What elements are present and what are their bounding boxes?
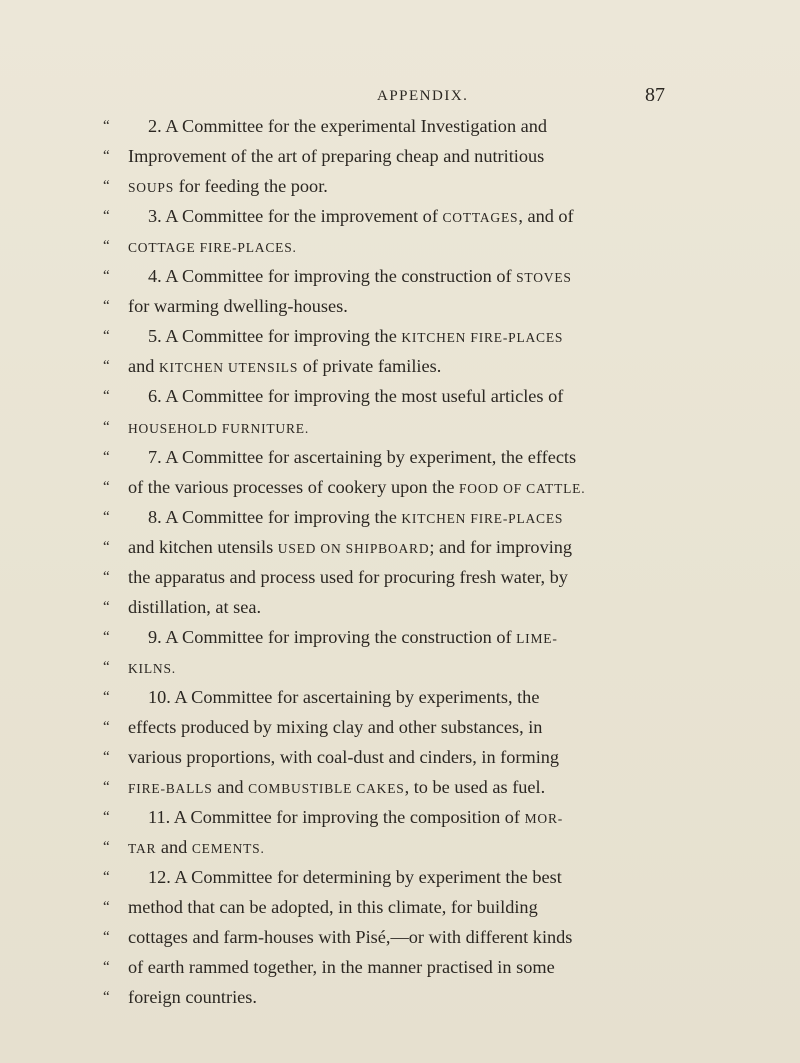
small-caps-term: CEMENTS. bbox=[191, 841, 265, 857]
text-run: cottages and farm-houses with Pisé,—or with different kinds bbox=[128, 927, 573, 948]
running-head-title: APPENDIX. bbox=[377, 88, 469, 104]
quote-mark: “ bbox=[103, 929, 110, 946]
line-text bbox=[128, 352, 441, 382]
quote-mark: “ bbox=[103, 839, 110, 856]
text-line bbox=[0, 232, 800, 261]
text-line bbox=[0, 382, 800, 411]
text-line bbox=[0, 142, 800, 171]
text-line bbox=[0, 923, 800, 952]
running-head bbox=[0, 86, 800, 110]
quote-mark: “ bbox=[103, 238, 110, 255]
small-caps-term: HOUSEHOLD FURNITURE. bbox=[128, 420, 309, 436]
text-run: 7. A Committee for ascertaining by experiment, the effects bbox=[148, 446, 577, 467]
text-run: , to be used as fuel. bbox=[404, 777, 546, 798]
small-caps-term: COTTAGES bbox=[442, 210, 519, 226]
small-caps-term: KILNS. bbox=[128, 660, 176, 676]
line-text bbox=[128, 593, 261, 622]
text-line bbox=[0, 833, 800, 862]
quote-mark: “ bbox=[103, 418, 110, 435]
quote-mark: “ bbox=[103, 208, 110, 225]
text-run: 6. A Committee for improving the most useful articles of bbox=[148, 386, 564, 407]
line-text bbox=[128, 653, 176, 683]
small-caps-term: COTTAGE FIRE-PLACES. bbox=[128, 240, 297, 256]
line-text bbox=[128, 923, 572, 952]
page-number: 87 bbox=[645, 84, 665, 106]
quote-mark: “ bbox=[103, 628, 110, 645]
quote-mark: “ bbox=[103, 178, 110, 195]
text-line bbox=[0, 713, 800, 742]
text-line bbox=[0, 623, 800, 652]
line-text bbox=[148, 863, 562, 892]
quote-mark: “ bbox=[103, 959, 110, 976]
quote-mark: “ bbox=[103, 899, 110, 916]
text-line bbox=[0, 352, 800, 381]
text-line bbox=[0, 803, 800, 832]
text-line bbox=[0, 593, 800, 622]
text-line bbox=[0, 292, 800, 321]
line-text bbox=[128, 713, 542, 742]
text-line bbox=[0, 503, 800, 532]
line-text bbox=[128, 232, 297, 262]
quote-mark: “ bbox=[103, 388, 110, 405]
text-line bbox=[0, 533, 800, 562]
text-line bbox=[0, 413, 800, 442]
text-line bbox=[0, 443, 800, 472]
line-text bbox=[128, 142, 544, 171]
small-caps-term: KITCHEN FIRE-PLACES bbox=[401, 330, 564, 346]
small-caps-term: KITCHEN UTENSILS bbox=[158, 360, 299, 376]
text-run: 12. A Committee for determining by experiment the best bbox=[148, 867, 562, 888]
text-line bbox=[0, 683, 800, 712]
quote-mark: “ bbox=[103, 148, 110, 165]
line-text bbox=[128, 833, 265, 863]
line-text bbox=[128, 953, 555, 982]
text-run: 8. A Committee for improving the bbox=[148, 506, 402, 527]
text-run: 5. A Committee for improving the bbox=[148, 326, 402, 347]
text-line bbox=[0, 202, 800, 231]
quote-mark: “ bbox=[103, 658, 110, 675]
line-text bbox=[148, 202, 574, 232]
line-text bbox=[148, 803, 563, 833]
text-line bbox=[0, 172, 800, 201]
small-caps-term: TAR bbox=[128, 841, 157, 857]
text-run: effects produced by mixing clay and other substances, in bbox=[128, 717, 543, 737]
line-text bbox=[128, 563, 568, 592]
quote-mark: “ bbox=[103, 598, 110, 615]
line-text bbox=[128, 292, 348, 321]
line-text bbox=[148, 112, 547, 141]
quote-mark: “ bbox=[103, 749, 110, 766]
text-run: and kitchen utensils bbox=[128, 536, 278, 557]
line-text bbox=[128, 172, 328, 202]
text-run: distillation, at sea. bbox=[128, 596, 262, 617]
text-line bbox=[0, 563, 800, 592]
text-line bbox=[0, 322, 800, 351]
quote-mark: “ bbox=[103, 538, 110, 555]
line-text bbox=[128, 983, 257, 1012]
quote-mark: “ bbox=[103, 298, 110, 315]
quote-mark: “ bbox=[103, 358, 110, 375]
text-line bbox=[0, 112, 800, 141]
quote-mark: “ bbox=[103, 809, 110, 826]
text-run: , and of bbox=[518, 206, 574, 227]
text-run: of earth rammed together, in the manner practised in some bbox=[128, 957, 555, 978]
text-run: ; and for improving bbox=[429, 536, 573, 557]
text-run: the apparatus and process used for procuring fresh water, by bbox=[128, 566, 568, 587]
text-run: and bbox=[212, 777, 249, 798]
line-text bbox=[128, 533, 572, 563]
text-run: and bbox=[128, 356, 159, 377]
quote-mark: “ bbox=[103, 448, 110, 465]
line-text bbox=[128, 743, 559, 772]
small-caps-term: FIRE-BALLS bbox=[128, 781, 213, 797]
text-line bbox=[0, 863, 800, 892]
line-text bbox=[148, 262, 572, 292]
line-text bbox=[128, 413, 309, 443]
quote-mark: “ bbox=[103, 719, 110, 735]
small-caps-term: FOOD OF CATTLE. bbox=[459, 480, 586, 496]
quote-mark: “ bbox=[103, 508, 110, 525]
small-caps-term: COMBUSTIBLE CAKES bbox=[248, 781, 405, 797]
text-run: 3. A Committee for the improvement of bbox=[148, 206, 443, 227]
text-line bbox=[0, 893, 800, 922]
small-caps-term: KITCHEN FIRE-PLACES bbox=[401, 510, 564, 526]
small-caps-term: SOUPS bbox=[128, 180, 175, 196]
text-run: of private families. bbox=[298, 356, 442, 377]
text-run: for feeding the poor. bbox=[174, 176, 328, 197]
text-line bbox=[0, 473, 800, 502]
small-caps-term: LIME- bbox=[516, 630, 558, 646]
quote-mark: “ bbox=[103, 688, 110, 705]
quote-mark: “ bbox=[103, 568, 110, 585]
text-line bbox=[0, 743, 800, 772]
text-line bbox=[0, 953, 800, 982]
line-text bbox=[128, 473, 585, 503]
text-run: of the various processes of cookery upon the bbox=[128, 476, 459, 497]
small-caps-term: STOVES bbox=[516, 270, 572, 286]
text-run: 4. A Committee for improving the construction of bbox=[148, 266, 517, 287]
line-text bbox=[148, 322, 563, 352]
quote-mark: “ bbox=[103, 989, 110, 1006]
text-line bbox=[0, 773, 800, 802]
text-line bbox=[0, 983, 800, 1012]
small-caps-term: USED ON SHIPBOARD bbox=[277, 540, 430, 556]
text-run: and bbox=[156, 837, 192, 858]
line-text bbox=[148, 683, 539, 712]
line-text bbox=[128, 893, 538, 922]
text-run: 10. A Committee for ascertaining by experiments, the bbox=[148, 686, 540, 707]
line-text bbox=[148, 503, 563, 533]
text-line bbox=[0, 262, 800, 291]
text-run: 2. A Committee for the experimental Investigation and bbox=[148, 116, 548, 136]
line-text bbox=[148, 623, 558, 653]
quote-mark: “ bbox=[103, 328, 110, 345]
line-text bbox=[148, 382, 563, 411]
quote-mark: “ bbox=[103, 268, 110, 285]
quote-mark: “ bbox=[103, 869, 110, 886]
text-run: 11. A Committee for improving the composition of bbox=[148, 807, 525, 828]
text-line bbox=[0, 653, 800, 682]
text-run: for warming dwelling-houses. bbox=[128, 296, 348, 317]
quote-mark: “ bbox=[103, 478, 110, 495]
text-run: 9. A Committee for improving the construction of bbox=[148, 626, 517, 647]
text-run: method that can be adopted, in this climate, for building bbox=[128, 897, 538, 918]
line-text bbox=[128, 773, 545, 803]
line-text bbox=[148, 443, 576, 472]
text-run: foreign countries. bbox=[128, 987, 257, 1008]
small-caps-term: MOR- bbox=[524, 811, 564, 827]
text-run: various proportions, with coal-dust and cinders, in forming bbox=[128, 747, 560, 768]
text-run: Improvement of the art of preparing cheap and nutritious bbox=[128, 146, 545, 167]
quote-mark: “ bbox=[103, 779, 110, 796]
quote-mark: “ bbox=[103, 118, 110, 134]
